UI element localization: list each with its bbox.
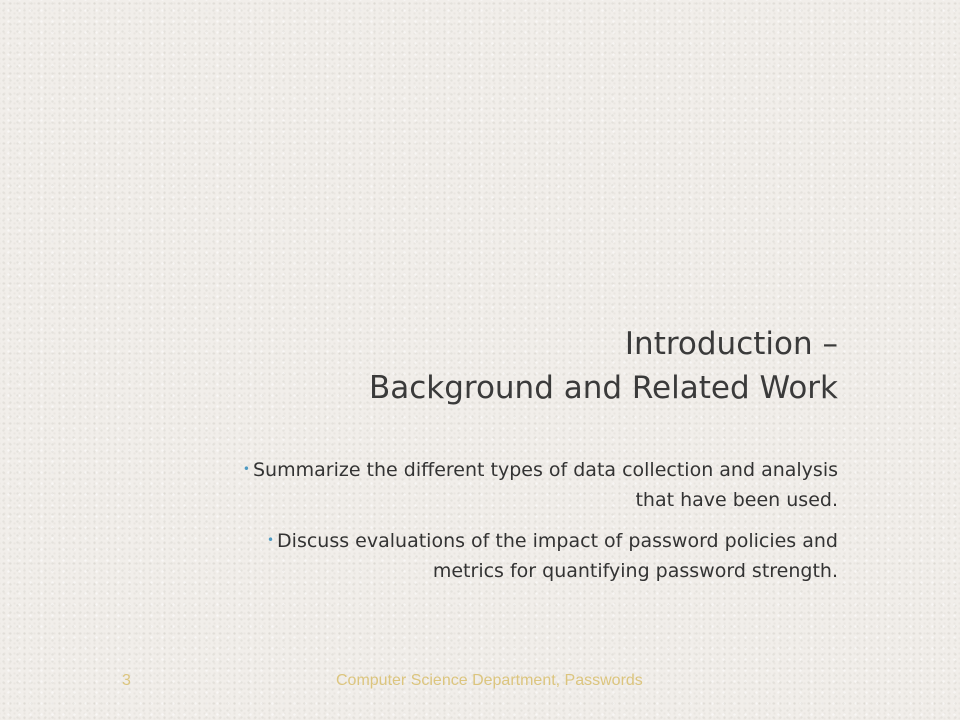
- bullet-dot-icon: •: [266, 533, 275, 547]
- bullet-item-1-line-1: Summarize the different types of data collection and analysis: [253, 459, 838, 481]
- bullet-item-1: [158, 454, 838, 515]
- slide-title-line-2: Background and Related Work: [368, 370, 838, 406]
- bullet-item-1-line-2: that have been used.: [635, 489, 838, 511]
- footer-text: Computer Science Department, Passwords: [336, 672, 643, 689]
- slide-number: 3: [122, 672, 131, 689]
- bullet-item-2: [158, 525, 838, 586]
- slide-footer: [0, 670, 960, 694]
- bullet-item-2-line-1: Discuss evaluations of the impact of password policies and: [277, 530, 838, 552]
- bullet-dot-icon: •: [242, 462, 250, 476]
- bullet-list: [158, 454, 838, 596]
- slide-title-line-1: Introduction –: [624, 326, 838, 362]
- slide-title: [198, 322, 838, 410]
- bullet-item-2-line-2: metrics for quantifying password strength.: [432, 560, 838, 582]
